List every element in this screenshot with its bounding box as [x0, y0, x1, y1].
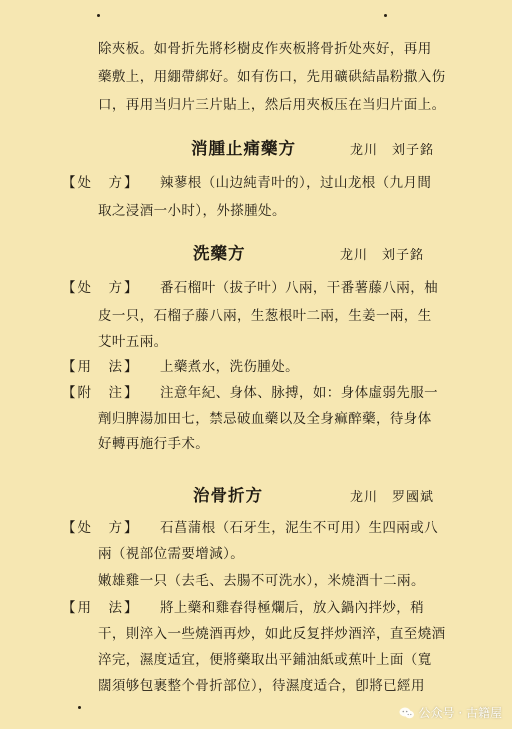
entry-line: 將上藥和雞舂得極爛后，放入鍋內拌炒，稍	[160, 600, 425, 616]
watermark-text: 公众号 · 古籍屋	[418, 706, 502, 720]
entry-line: 干，則淬入一些燒酒再炒，如此反复拌炒酒淬，直至燒酒	[98, 626, 446, 642]
section-title: 消腫止痛藥方	[191, 139, 296, 158]
entry-line: 艾叶五兩。	[98, 334, 168, 350]
entry-line: 石菖蒲根（石牙生，泥生不可用）生四兩或八	[160, 520, 438, 536]
entry-line: 好轉再施行手术。	[98, 436, 210, 452]
entry-line: 取之浸酒一小时），外搽腫处。	[98, 203, 286, 219]
entry-line: 番石榴叶（拔子叶）八兩，干番薯藤八兩，柚	[160, 280, 438, 296]
entry-label: 【处 方】	[62, 280, 140, 296]
entry-label: 【用 法】	[62, 600, 140, 616]
watermark	[399, 704, 502, 721]
section-title: 治骨折方	[193, 486, 263, 505]
intro-line: 口，再用当归片三片貼上，然后用夾板压在当归片面上。	[98, 97, 446, 113]
entry-label: 【处 方】	[62, 520, 140, 536]
intro-line: 藥敷上，用綳帶綁好。如有伤口，先用礦硔結晶粉撒入伤	[98, 69, 446, 85]
section-author: 龙川 刘子銘	[340, 248, 425, 263]
scan-speck	[384, 14, 387, 17]
entry-line: 劑归脾湯加田七，禁忌破血藥以及全身痲醉藥，待身体	[98, 411, 432, 427]
entry-line: 嫩雄雞一只（去毛、去腸不可洗水），米燒酒十二兩。	[98, 573, 425, 589]
entry-label: 【处 方】	[62, 175, 140, 191]
entry-line: 上藥煮水，洗伤腫处。	[160, 359, 299, 375]
entry-line: 皮一只，石榴子藤八兩，生葱根叶二兩，生姜一兩，生	[98, 308, 432, 324]
entry-line: 闊須够包裹整个骨折部位），待濕度适合，卽將已經用	[98, 678, 425, 694]
entry-line: 淬完，濕度适宜，便將藥取出平鋪油紙或蕉叶上面（寬	[98, 652, 432, 668]
wechat-icon	[399, 706, 415, 720]
scan-speck	[97, 14, 100, 17]
entry-line: 兩（視部位需要增減）。	[98, 546, 245, 562]
entry-line: 辣蓼根（山边純青叶的），过山龙根（九月間	[160, 175, 432, 191]
entry-line: 注意年紀、身体、脉搏，如：身体虛弱先服一	[160, 385, 438, 401]
section-author: 龙川 罗國斌	[350, 490, 435, 505]
entry-label: 【附 注】	[62, 385, 140, 401]
intro-line: 除夾板。如骨折先將杉樹皮作夾板將骨折处夾好，再用	[98, 41, 432, 57]
scan-speck	[78, 706, 81, 709]
section-author: 龙川 刘子銘	[350, 143, 435, 158]
section-title: 洗藥方	[193, 244, 246, 263]
entry-label: 【用 法】	[62, 359, 140, 375]
